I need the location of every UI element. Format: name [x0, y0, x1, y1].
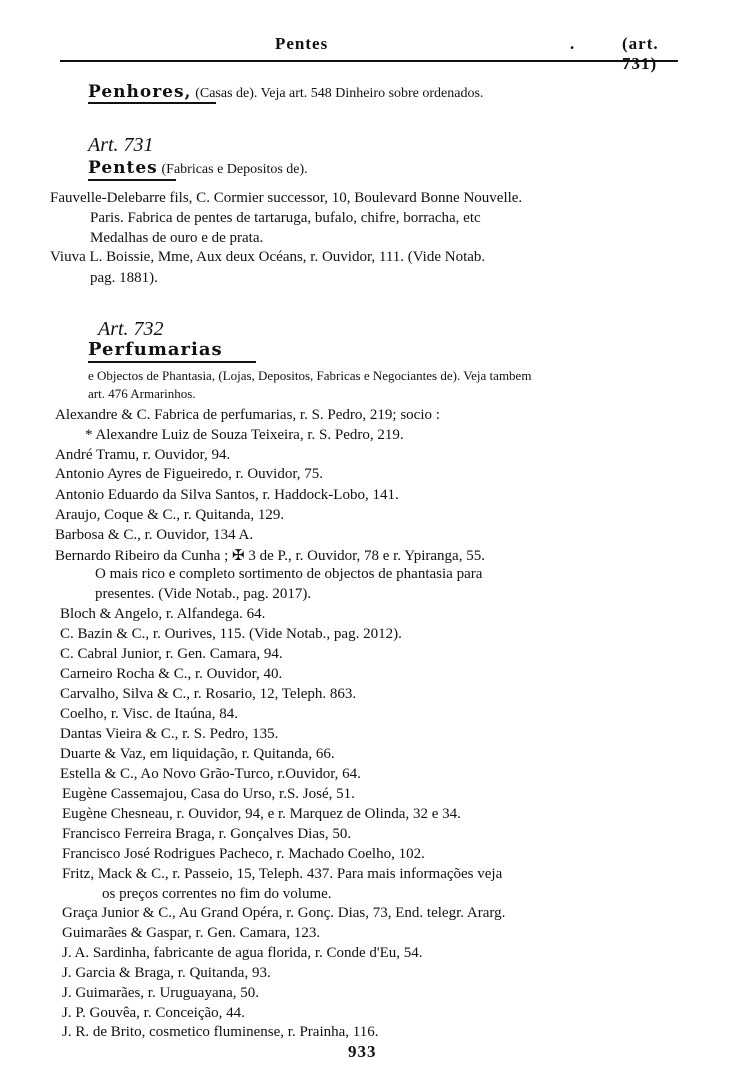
- entry: Antonio Ayres de Figueiredo, r. Ouvidor, 75.: [55, 466, 323, 482]
- art-732-heading: [88, 339, 223, 360]
- entry: J. P. Gouvêa, r. Conceição, 44.: [62, 1005, 245, 1021]
- entry: Alexandre & C. Fabrica de perfumarias, r. S. Pedro, 219; socio :: [55, 407, 440, 423]
- art-732-label: Art. 732: [98, 318, 164, 340]
- entry: os preços correntes no fim do volume.: [102, 886, 332, 902]
- entry: Dantas Vieira & C., r. S. Pedro, 135.: [60, 726, 279, 742]
- entry: Carneiro Rocha & C., r. Ouvidor, 40.: [60, 666, 283, 682]
- entry: C. Cabral Junior, r. Gen. Camara, 94.: [60, 646, 283, 662]
- entry: Duarte & Vaz, em liquidação, r. Quitanda, 66.: [60, 746, 335, 762]
- entry: presentes. (Vide Notab., pag. 2017).: [95, 586, 312, 602]
- penhores-rule: [88, 102, 216, 104]
- art-731-title: Pentes: [88, 158, 158, 178]
- entry: Francisco José Rodrigues Pacheco, r. Machado Coelho, 102.: [62, 846, 425, 862]
- entry: * Alexandre Luiz de Souza Teixeira, r. S. Pedro, 219.: [85, 427, 404, 443]
- art-731-rule: [88, 179, 176, 181]
- art-731-label: Art. 731: [88, 134, 154, 156]
- penhores-desc: (Casas de). Veja art. 548 Dinheiro sobre ordenados.: [195, 86, 484, 101]
- entry: J. Guimarães, r. Uruguayana, 50.: [62, 985, 260, 1001]
- art-731-desc: (Fabricas e Depositos de).: [161, 162, 308, 177]
- entry: J. A. Sardinha, fabricante de agua florida, r. Conde d'Eu, 54.: [62, 945, 423, 961]
- entry: Fauvelle-Delebarre fils, C. Cormier successor, 10, Boulevard Bonne Nouvelle.: [50, 190, 523, 206]
- entry: Viuva L. Boissie, Mme, Aux deux Océans, r. Ouvidor, 111. (Vide Notab.: [50, 249, 486, 265]
- entry: O mais rico e completo sortimento de objectos de phantasia para: [95, 566, 483, 582]
- entry: Bloch & Angelo, r. Alfandega. 64.: [60, 606, 266, 622]
- entry: Estella & C., Ao Novo Grão-Turco, r.Ouvidor, 64.: [60, 766, 361, 782]
- entry: Paris. Fabrica de pentes de tartaruga, bufalo, chifre, borracha, etc: [90, 210, 481, 226]
- art-732-rule: [88, 361, 256, 363]
- penhores-title: Penhores,: [88, 82, 192, 102]
- entry: Eugène Cassemajou, Casa do Urso, r.S. José, 51.: [62, 786, 355, 802]
- entry: André Tramu, r. Ouvidor, 94.: [55, 447, 231, 463]
- entry: J. Garcia & Braga, r. Quitanda, 93.: [62, 965, 271, 981]
- art-732-desc-1: e Objectos de Phantasia, (Lojas, Depositos, Fabricas e Negociantes de). Veja tambem: [88, 368, 532, 383]
- entry: Araujo, Coque & C., r. Quitanda, 129.: [55, 507, 285, 523]
- entry: Carvalho, Silva & C., r. Rosario, 12, Teleph. 863.: [60, 686, 357, 702]
- entry: Francisco Ferreira Braga, r. Gonçalves Dias, 50.: [62, 826, 352, 842]
- entry: Fritz, Mack & C., r. Passeio, 15, Teleph. 437. Para mais informações veja: [62, 866, 503, 882]
- entry: C. Bazin & C., r. Ourives, 115. (Vide Notab., pag. 2012).: [60, 626, 402, 642]
- header-title: Pentes: [275, 34, 329, 53]
- header-dot: .: [570, 34, 576, 53]
- page-number: 933: [348, 1042, 377, 1061]
- entry: Antonio Eduardo da Silva Santos, r. Haddock-Lobo, 141.: [55, 487, 399, 503]
- art-731-heading: [88, 158, 308, 178]
- entry: Barbosa & C., r. Ouvidor, 134 A.: [55, 527, 254, 543]
- entry: Medalhas de ouro e de prata.: [90, 230, 264, 246]
- entry: Graça Junior & C., Au Grand Opéra, r. Gonç. Dias, 73, End. telegr. Ararg.: [62, 905, 506, 921]
- entry: pag. 1881).: [90, 270, 158, 286]
- art-732-title: Perfumarias: [88, 339, 223, 360]
- penhores-line: [88, 82, 483, 102]
- entry: Guimarães & Gaspar, r. Gen. Camara, 123.: [62, 925, 321, 941]
- header-article: (art. 731): [622, 34, 659, 73]
- entry: J. R. de Brito, cosmetico fluminense, r. Prainha, 116.: [62, 1024, 379, 1040]
- entry: Coelho, r. Visc. de Itaúna, 84.: [60, 706, 238, 722]
- header-rule: [60, 60, 678, 62]
- entry: Bernardo Ribeiro da Cunha ; ✠ 3 de P., r. Ouvidor, 78 e r. Ypiranga, 55.: [55, 548, 485, 564]
- running-header: [60, 34, 680, 73]
- art-732-desc-2: art. 476 Armarinhos.: [88, 386, 196, 401]
- entry: Eugène Chesneau, r. Ouvidor, 94, e r. Marquez de Olinda, 32 e 34.: [62, 806, 461, 822]
